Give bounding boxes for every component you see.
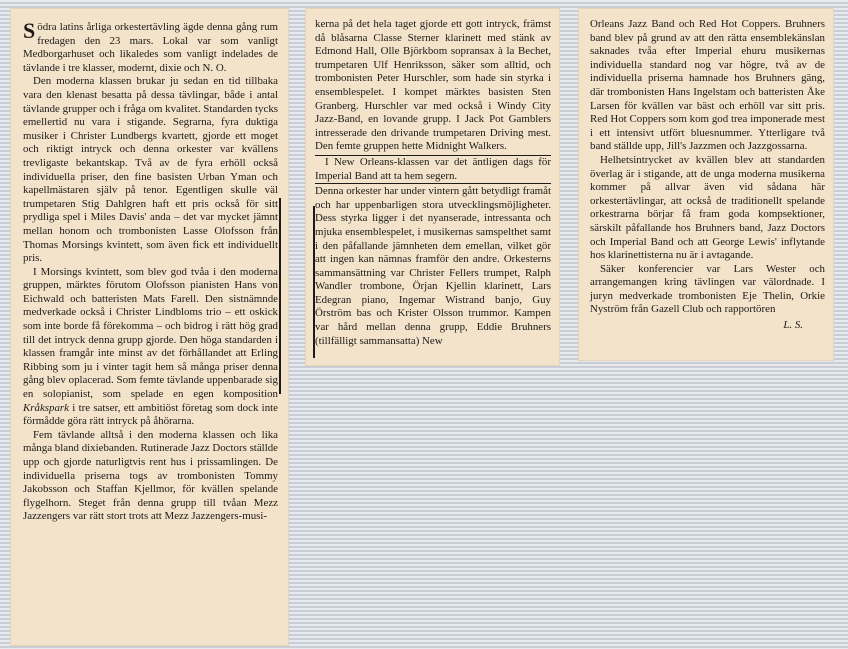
clipping-column-3 bbox=[578, 8, 834, 361]
drop-cap: S bbox=[23, 18, 36, 43]
paragraph-intro: Södra latins årliga orkestertävling ägde denna gång rum fredagen den 23 mars. Lokal var som vanligt Medborgarhuset och likaledes som vanligt indelades de tävlande i tre klasser, modernt, dixie och N. O. bbox=[23, 18, 278, 74]
signature: L. S. bbox=[783, 319, 803, 332]
paragraph-morsing-quintet: I Morsings kvintett, som blev god tvåa i den moderna gruppen, märktes förutom Olofsson pianisten Hans von Eichwald och batteristen Mats Farell. Den sistnämnde medverkade också i Christer Lindbloms trio – ett oskick som inte borde få förekomma – och bidrog i rätt hög grad till det intryck denna grupp gjorde. Den höga standarden i klassen framgår inte minst av det förhållandet att Erling Ribbing som ju i vinter tagit hem så många priser denna gång blev oplacerad. Som femte tävlande uppenbarade sig en solopianist, som spelade en egen komposition Kråkspark i tre satser, ett ambitiöst företag som dock inte förmådde göra rätt intryck på åhörarna. bbox=[23, 265, 278, 428]
margin-mark-left bbox=[279, 198, 281, 394]
paragraph-imperial-band: Denna orkester har under vintern gått betydligt framåt och har uppenbarligen stora utvecklingsmöjligheter. Dess styrka ligger i det nyanserade, intressanta och mjuka ensemblespelet, i musikernas samspelthet samt i den påfallande jämnheten dem emellan, vilket gör att ingen kan nämnas framför den andre. Orkesterns sammansättning var Christer Fellers trumpet, Ralph Wandler trombone, Örjan Kjellin klarinett, Lars Edegran piano, Ingemar Wistrand banjo, Guy Örström bas och Krister Olsson trummor. Kampen var hård mellan denna grupp, Eddie Bruhners (tillfälligt sammansatta) New bbox=[315, 185, 551, 347]
paragraph-modern-class: Den moderna klassen brukar ju sedan en tid tillbaka vara den klenast besatta på dessa tävlingar, både i antal tävlande grupper och i fråga om kvalitet. Standarden tycks emellertid nu vara i stigande. Segrarna, fyra duktiga musiker i Christer Lundbergs kvartett, gjorde ett moget och riktigt intryck och denna orkester var kvällens trevligaste bekantskap. Två av de fyra erhöll också individuella priser, den fine basisten Urban Yman och kapellmästaren själv på tenor. Egentligen skulle väl trumpetaren Stig Dahlgren haft ett pris också för sitt prydliga spel i Miles Davis' anda – det var mycket jämnt mellan honom och trombonisten Lasse Olofsson från Thomas Morsings kvintett, som även fick ett individuellt pris. bbox=[23, 75, 278, 265]
paragraph-new-orleans: Orleans Jazz Band och Red Hot Coppers. Bruhners band blev på grund av att den rätta ensemblekänslan saknades tvåa efter Imperial ehuru musikernas individuella standard nog var högre, två av de individuella priserna hamnade hos Bruhners gäng, där trombonisten Hans Ingelstam och batteristen Åke Larsen för kvällen var bäst och erhöll var sitt pris. Red Hot Coppers som kom god trea imponerade mest i ett intensivt utfört bluesnummer. Ytterligare två band ställde upp, Jill's Jazzmen och Jazzgossarna. bbox=[590, 18, 825, 153]
margin-mark-middle bbox=[313, 206, 315, 358]
clipping-column-1 bbox=[10, 8, 289, 646]
paragraph-continuation: kerna på det hela taget gjorde ett gott intryck, främst då blåsarna Classe Sterner klarinett med stänk av Edmond Hall, Olle Björkbom sopransax à la Bechet, trumpetaren Ulf Henriksson, säker som alltid, och trombonisten Peter Hurschler, som hade sin styrka i ensemblespelet. I kompet märktes basisten Sten Granberg. Hurschler var med också i Windy City Jazz-Band, en lovande grupp. I Jack Pot Gamblers intresserade den drivande trumpetaren Driving mest. Den femte gruppen hette Midnight Walkers. bbox=[315, 18, 551, 153]
clipping-column-2 bbox=[305, 8, 560, 366]
underlined-headline: I New Orleans-klassen var det äntligen dags för Imperial Band att ta hem segern. bbox=[315, 155, 551, 184]
paragraph-summary: Helhetsintrycket av kvällen blev att standarden överlag är i stigande, att de unga moderna musikerna kommer på allvar även vid sådana här orkestertävlingar, att också de traditionellt spelande orkestrarna börjar få fram goda kompsektioner, särskilt påfallande hos Bruhners band, Jazz Doctors och Imperial Band och att George Lewis' inflytande hos klarinettisterna nu är i avtagande. bbox=[590, 153, 825, 262]
paragraph-jury: Säker konferencier var Lars Wester och arrangemangen kring tävlingen var välordnade. I juryn medverkade trombonisten Eje Thelin, Orkie Nyström från Gazell Club och rapportören bbox=[590, 262, 825, 316]
paragraph-dixie-class: Fem tävlande alltså i den moderna klassen och lika många bland dixiebanden. Rutinerade Jazz Doctors ställde upp och gjorde naturligtvis rent hus i prissamlingen. De individuella priserna togs av trombonisten Tommy Jakobsson och Staffan Kjellmor, för kvällen spelande flygelhorn. Steget från denna grupp till tvåan Mezz Jazzengers var rätt stort trots att Mezz Jazzengers-musi- bbox=[23, 428, 278, 523]
